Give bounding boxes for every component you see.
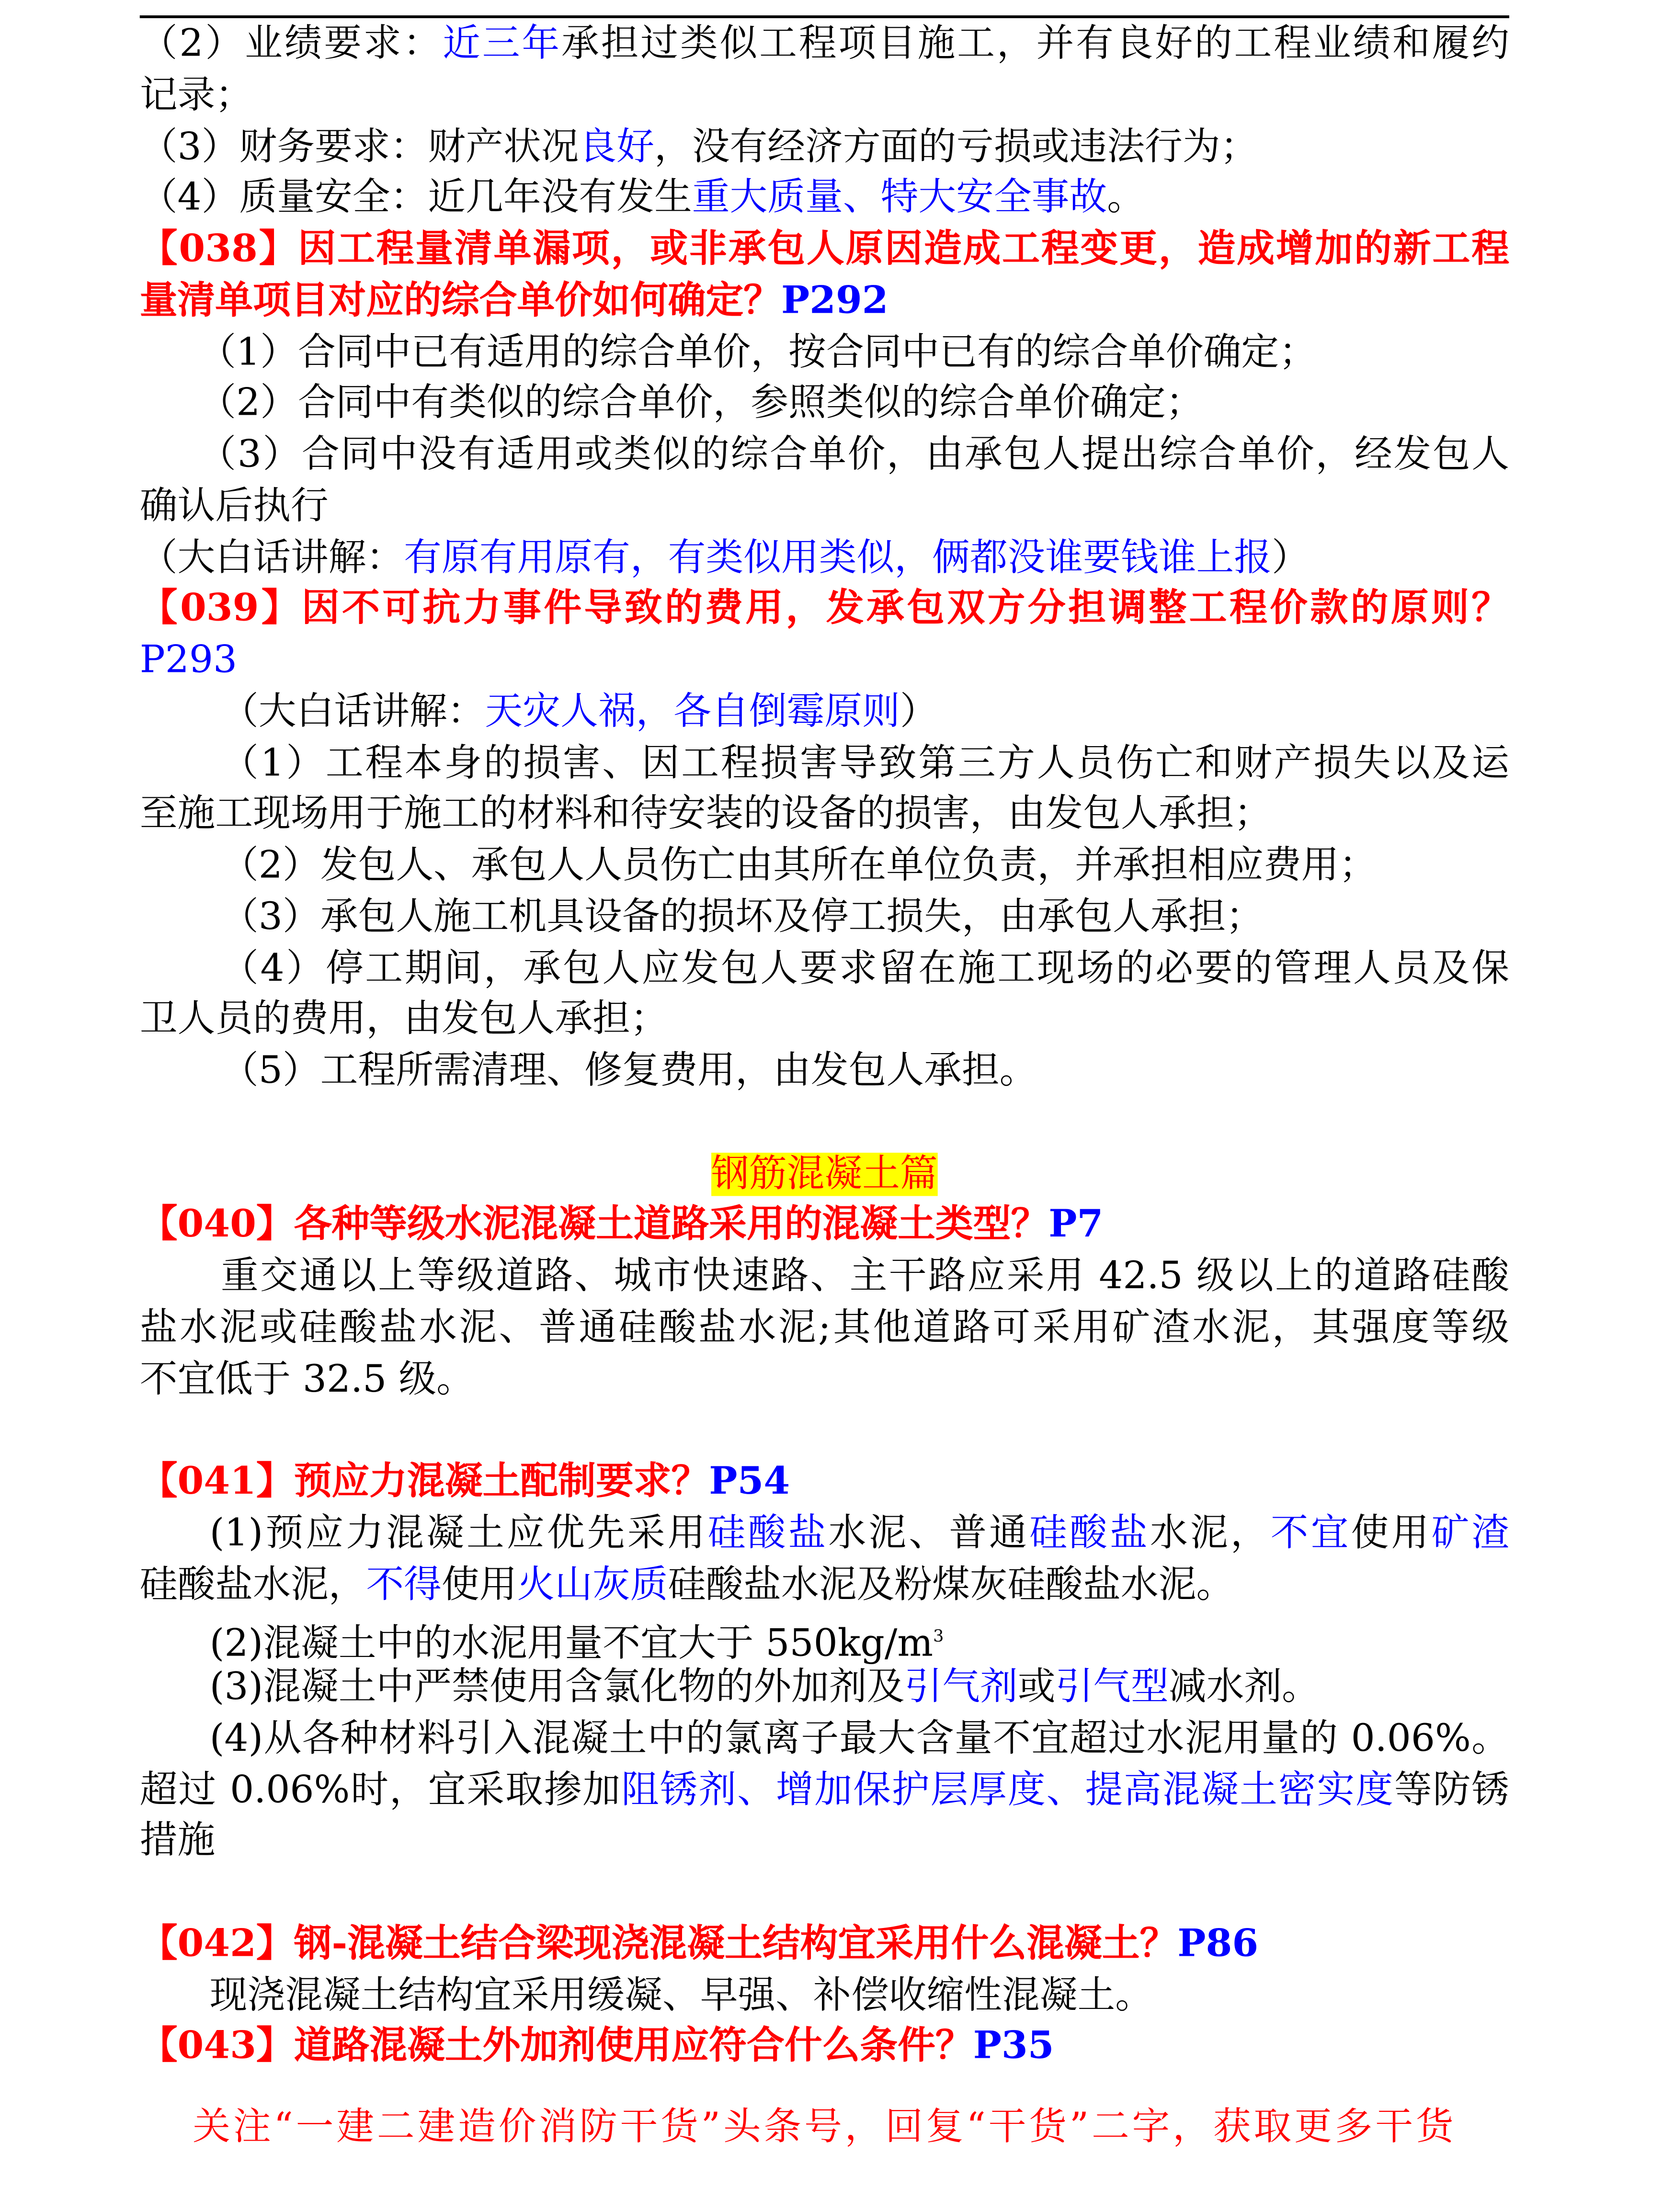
question-text: 【038】因工程量清单漏项，或非承包人原因造成工程变更，造成增加的新工程 — [139, 227, 1510, 272]
question-039 — [140, 584, 1509, 635]
section-heading — [140, 1149, 1509, 1201]
text-line — [140, 431, 1509, 482]
emphasis-text: 硅酸盐 — [1029, 1511, 1150, 1555]
text-line — [140, 328, 1509, 379]
text-segment: 。 — [1107, 176, 1145, 220]
text-segment: （4）质量安全：近几年没有发生 — [139, 176, 692, 220]
emphasis-text: 矿渣 — [1431, 1511, 1510, 1555]
question-text: 【041】预应力混凝土配制要求？ — [139, 1460, 709, 1504]
text-segment: 或 — [1017, 1665, 1056, 1709]
text-line — [140, 790, 1509, 841]
text-segment: 现浇混凝土结构宜采用缓凝、早强、补偿收缩性混凝土。 — [209, 1974, 1153, 2017]
text-segment: （3）合同中没有适用或类似的综合单价，由承包人提出综合单价，经发包人 — [198, 433, 1510, 476]
text-line — [140, 20, 1509, 71]
header-rule — [140, 15, 1509, 18]
text-segment: 超过 0.06%时，宜采取掺加 — [139, 1768, 622, 1812]
emphasis-text: 硅酸盐 — [707, 1511, 829, 1555]
emphasis-text: 良好 — [579, 125, 654, 169]
emphasis-text: 有原有用原有，有类似用类似，俩都没谁要钱谁上报 — [404, 535, 1272, 579]
emphasis-text: P293 — [139, 638, 238, 682]
question-038 — [140, 225, 1509, 276]
emphasis-text: 引气剂 — [904, 1665, 1018, 1709]
text-line — [140, 995, 1509, 1046]
text-line — [140, 687, 1509, 738]
text-line — [140, 1303, 1509, 1354]
text-line — [140, 122, 1509, 173]
text-line — [140, 533, 1509, 584]
text-line — [140, 1714, 1509, 1765]
question-text: 【039】因不可抗力事件导致的费用，发承包双方分担调整工程价款的原则？ — [139, 587, 1510, 631]
emphasis-text: 不宜 — [1270, 1511, 1351, 1555]
text-segment: (4)从各种材料引入混凝土中的氯离子最大含量不宜超过水泥用量的 0.06%。 — [209, 1717, 1510, 1760]
text-segment: 使用 — [441, 1563, 517, 1606]
text-segment: 减水剂。 — [1168, 1665, 1320, 1709]
text-line — [140, 1765, 1509, 1816]
blank-line — [140, 1406, 1509, 1457]
text-line — [140, 1663, 1509, 1714]
text-line — [140, 1355, 1509, 1406]
question-text: 【043】道路混凝土外加剂使用应符合什么条件？ — [139, 2025, 973, 2068]
emphasis-text: P35 — [973, 2025, 1054, 2068]
emphasis-text: 阻锈剂、增加保护层厚度、提高混凝土密实度 — [621, 1768, 1394, 1812]
text-segment: （4）停工期间，承包人应发包人要求留在施工现场的必要的管理人员及保 — [220, 946, 1510, 990]
emphasis-text: 天灾人祸，各自倒霉原则 — [485, 690, 900, 734]
emphasis-text: 近三年 — [443, 22, 562, 66]
text-segment: 硅酸盐水泥及粉煤灰硅酸盐水泥。 — [668, 1563, 1234, 1606]
question-text: 钢筋混凝土篇 — [711, 1152, 938, 1196]
text-segment: （5）工程所需清理、修复费用，由发包人承担。 — [220, 1049, 1037, 1093]
text-line — [140, 1046, 1509, 1098]
emphasis-text: 不得 — [366, 1563, 442, 1606]
highlighted-heading — [711, 1152, 938, 1195]
text-segment: （2）发包人、承包人人员伤亡由其所在单位负责，并承担相应费用； — [220, 844, 1377, 887]
text-segment: 等防锈 — [1394, 1768, 1510, 1812]
text-line — [140, 482, 1509, 533]
question-text: 【042】钢-混凝土结合梁现浇混凝土结构宜采用什么混凝土？ — [139, 1922, 1178, 1966]
text-segment: 盐水泥或硅酸盐水泥、普通硅酸盐水泥;其他道路可采用矿渣水泥，其强度等级 — [139, 1306, 1510, 1350]
text-line — [140, 1817, 1509, 1868]
text-segment: （3）承包人施工机具设备的损坏及停工损失，由承包人承担； — [220, 895, 1264, 939]
emphasis-text: P86 — [1177, 1922, 1259, 1966]
question-039 — [140, 636, 1509, 687]
question-text: 【040】各种等级水泥混凝土道路采用的混凝土类型？ — [139, 1203, 1049, 1247]
text-segment: (2)混凝土中的水泥用量不宜大于 550kg/m — [209, 1622, 934, 1666]
question-040 — [140, 1201, 1509, 1252]
text-segment: （2）合同中有类似的综合单价，参照类似的综合单价确定； — [198, 382, 1204, 425]
text-segment: （2）业绩要求： — [139, 22, 443, 66]
text-segment: 确认后执行 — [139, 484, 329, 528]
text-segment: (3)混凝土中严禁使用含氯化物的外加剂及 — [209, 1665, 905, 1709]
text-line — [140, 738, 1509, 790]
text-segment: 水泥、普通 — [828, 1511, 1030, 1555]
text-line — [140, 1509, 1509, 1560]
text-segment: （3）财务要求：财产状况 — [139, 125, 579, 169]
emphasis-text: 重大质量、特大安全事故 — [692, 176, 1107, 220]
text-line — [140, 1252, 1509, 1303]
text-segment: 3 — [933, 1626, 944, 1646]
document-body — [140, 20, 1509, 2074]
blank-line — [140, 1098, 1509, 1149]
text-segment: （1）合同中已有适用的综合单价，按合同中已有的综合单价确定； — [198, 330, 1317, 374]
text-line — [140, 841, 1509, 892]
text-segment: 重交通以上等级道路、城市快速路、主干路应采用 42.5 级以上的道路硅酸 — [220, 1255, 1510, 1298]
emphasis-text: 火山灰质 — [517, 1563, 668, 1606]
blank-line — [140, 1868, 1509, 1919]
text-segment: (1)预应力混凝土应优先采用 — [209, 1511, 708, 1555]
text-line — [140, 893, 1509, 944]
text-line — [140, 1560, 1509, 1611]
text-segment: 水泥， — [1150, 1511, 1271, 1555]
text-line — [140, 174, 1509, 225]
emphasis-text: 引气型 — [1055, 1665, 1169, 1709]
text-segment: 卫人员的费用，由发包人承担； — [139, 998, 668, 1042]
text-segment: 硅酸盐水泥， — [139, 1563, 366, 1606]
question-041 — [140, 1457, 1509, 1509]
footer-promo: 关注“一建二建造价消防干货”头条号，回复“干货”二字，获取更多干货 — [193, 2105, 1457, 2149]
text-line — [140, 1611, 1509, 1666]
text-segment: 承担过类似工程项目施工，并有良好的工程业绩和履约 — [561, 22, 1510, 66]
text-line — [140, 71, 1509, 122]
emphasis-text: P7 — [1048, 1203, 1104, 1247]
text-segment: ） — [900, 690, 938, 734]
text-segment: （大白话讲解： — [139, 535, 404, 579]
emphasis-text: P54 — [709, 1460, 790, 1504]
text-segment: 措施 — [139, 1819, 216, 1863]
text-segment: 使用 — [1351, 1511, 1432, 1555]
question-042 — [140, 1919, 1509, 1971]
text-segment: （1）工程本身的损害、因工程损害导致第三方人员伤亡和财产损失以及运 — [220, 741, 1510, 785]
text-segment: 不宜低于 32.5 级。 — [139, 1357, 474, 1401]
text-segment: 至施工现场用于施工的材料和待安装的设备的损害，由发包人承担； — [139, 793, 1272, 836]
text-line — [140, 1971, 1509, 2022]
text-segment: （大白话讲解： — [220, 690, 485, 734]
text-segment: ，没有经济方面的亏损或违法行为； — [654, 125, 1258, 169]
text-line — [140, 944, 1509, 995]
emphasis-text: P292 — [781, 279, 888, 323]
text-line — [140, 379, 1509, 430]
question-text: 量清单项目对应的综合单价如何确定？ — [139, 279, 781, 323]
text-segment: ） — [1272, 535, 1310, 579]
question-038 — [140, 276, 1509, 328]
question-043 — [140, 2022, 1509, 2073]
text-segment: 记录； — [139, 73, 253, 117]
